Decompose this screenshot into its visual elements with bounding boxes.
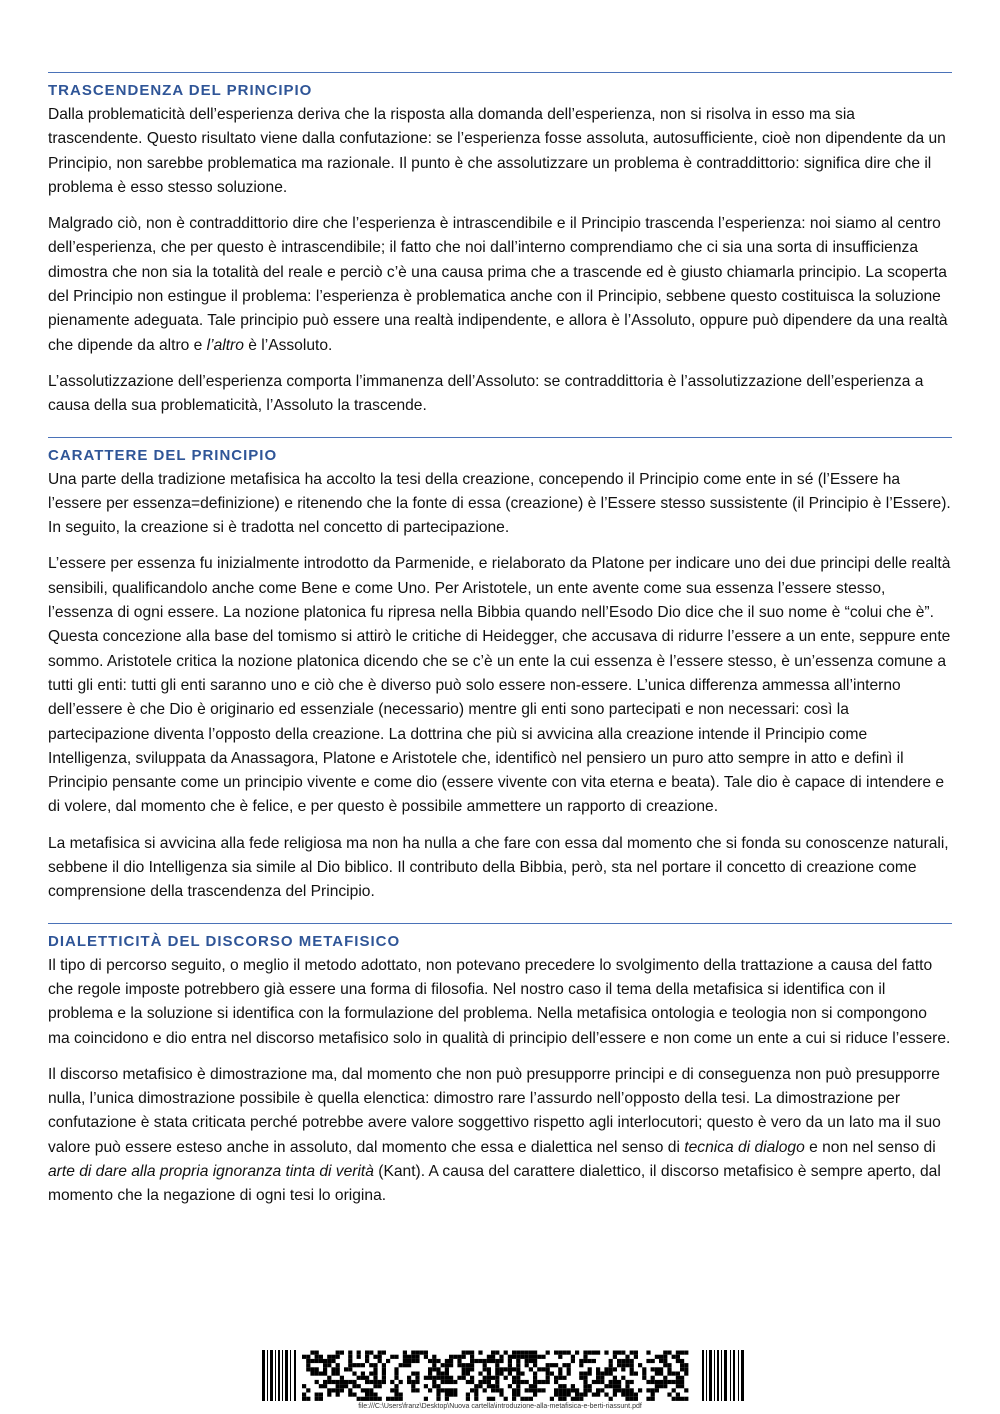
- paragraph-text: Dalla problematicità dell’esperienza deriva che la risposta alla domanda dell’esperienza, non si risolva in esso ma sia trascendente. Questo risultato viene dalla confutazione: se l’esperienza fosse assoluta, autosufficiente, cioè non dipendente da un Principio, non sarebbe problematica ma razionale. Il punto è che assolutizzare un problema è contraddittorio: significa dire che il problema è esso stesso soluzione.: [48, 106, 946, 196]
- section-dialetticita: [48, 923, 952, 1209]
- paragraph: [48, 468, 952, 541]
- italic-text: l’altro: [206, 336, 244, 354]
- paragraph: [48, 103, 952, 200]
- paragraph-text: è l’Assoluto.: [243, 336, 333, 354]
- paragraph-text: La metafisica si avvicina alla fede religiosa ma non ha nulla a che fare con essa dal momento che si fonda su conoscenze naturali, sebbene il dio Intelligenza sia simile al Dio biblico. Il contributo della Bibbia, però, sta nel portare il concetto di creazione come comprensione della trascendenza del Principio.: [48, 834, 949, 901]
- section-heading: DIALETTICITÀ DEL DISCORSO METAFISICO: [48, 932, 401, 950]
- file-path-label: file:///C:\Users\franz\Desktop\Nuova cartella\introduzione-alla-metafisica-e-berti-riassunt.pdf: [358, 1403, 642, 1410]
- paragraph-text: Il tipo di percorso seguito, o meglio il metodo adottato, non potevano precedere lo svolgimento della trattazione a causa del fatto che regole imposte potrebbero già essere una forma di filosofia. Nel nostro caso il tema della metafisica si identifica con il problema e la soluzione si identifica con la formulazione del problema. Nella metafisica ontologia e teologia non si compongono ma coincidono e dio entra nel discorso metafisico solo in qualità di principio dell’essere e non come un ente a cui si riduce l’essere.: [48, 956, 951, 1047]
- italic-text: arte di dare alla propria ignoranza tinta di verità: [48, 1162, 374, 1180]
- paragraph-text: (Kant). A causa del carattere dialettico, il discorso metafisico è sempre aperto, dal momento che la negazione di ogni tesi lo origina.: [48, 1162, 941, 1205]
- section-heading: TRASCENDENZA DEL PRINCIPIO: [48, 82, 313, 99]
- paragraph-text: Malgrado ciò, non è contraddittorio dire che l’esperienza è intrascendibile e il Principio trascenda l’esperienza: noi siamo al centro dell’esperienza, che per questo è intrascendibile; il fatto che noi dall’interno comprendiamo che ci sia una sorta di insufficienza dimostra che non sia la totalità del reale e perciò c’è una causa prima che a trascende ed è giusto chiamarla principio. La scoperta del Principio non estingue il problema: l’esperienza è problematica anche con il Principio, sebbene questo costituisca la soluzione pienamente adeguata. Tale principio può essere una realtà indipendente, e allora è l’Assoluto, oppure può dipendere da una realtà che dipende da altro e: [48, 215, 948, 354]
- section-trascendenza: [48, 72, 952, 419]
- paragraph: [48, 954, 952, 1051]
- barcode-image: [262, 1350, 744, 1401]
- page-footer: [0, 1350, 1000, 1414]
- paragraph-text: L’assolutizzazione dell’esperienza comporta l’immanenza dell’Assoluto: se contraddittoria è l’assolutizzazione dell’esperienza a causa della sua problematicità, l’Assoluto la trascende.: [48, 372, 924, 415]
- paragraph: [48, 212, 952, 358]
- document-body: [48, 72, 952, 1227]
- paragraph-text: L’essere per essenza fu inizialmente introdotto da Parmenide, e rielaborato da Platone per indicare uno dei due principi delle realtà sensibili, qualificandolo anche come Bene e come Uno. Per Aristotele, un ente avente come sua essenza l’essere stesso, l’essenza di ogni essere. La nozione platonica fu ripresa nella Bibbia quando nell’Esodo Dio dice che il suo nome è “colui che è”. Questa concezione alla base del tomismo si attirò le critiche di Heidegger, che accusava di ridurre l’essere a un ente, seppure ente sommo. Aristotele critica la nozione platonica dicendo che se c’è un ente la cui essenza è l’essere stesso, è un’essenza comune a tutti gli enti: tutti gli enti saranno uno e ciò che è diverso può solo essere non-essere. L’unica differenza ammessa all’interno dell’essere è che Dio è originario ed essenziale (necessario) mentre gli enti sono partecipati e non necessari: così la partecipazione diventa l’opposto della creazione. La dottrina che più si avvicina alla creazione intende il Principio come Intelligenza, sviluppata da Anassagora, Platone e Aristotele che, identificò nel pensiero un puro atto sempre in atto e definì il Principio pensante come un principio vivente e come dio (essere vivente con vita eterna e beata). Tale dio è capace di intendere e di volere, dal momento che è felice, e per questo è possibile ammettere un rapporto di creazione.: [48, 555, 951, 816]
- paragraph-text: e non nel senso di: [804, 1138, 936, 1156]
- paragraph: [48, 552, 952, 819]
- section-divider: [48, 437, 952, 438]
- section-divider: [48, 923, 952, 924]
- section-divider: [48, 72, 952, 73]
- paragraph-text: Una parte della tradizione metafisica ha accolto la tesi della creazione, concependo il Principio come ente in sé (l’Essere ha l’essere per essenza=definizione) e ritenendo che la fonte di essa (creazione) è l’Essere stesso sussistente (il Principio è l’Essere). In seguito, la creazione si è tradotta nel concetto di partecipazione.: [48, 470, 951, 537]
- section-carattere: [48, 437, 952, 905]
- paragraph: [48, 1063, 952, 1209]
- paragraph: [48, 370, 952, 419]
- paragraph-text: Il discorso metafisico è dimostrazione ma, dal momento che non può presupporre principi e di conseguenza non può presupporre nulla, l’unica dimostrazione possibile è quella elenctica: dimostro rare l’assurdo nell’opposto della tesi. La dimostrazione per confutazione è stata criticata perché potrebbe avere valore soggettivo rispetto agli interlocutori; questo è vero da un lato ma il suo valore può essere esteso anche in assoluto, dal momento che essa e dialettica nel senso di: [48, 1065, 941, 1156]
- section-heading: CARATTERE DEL PRINCIPIO: [48, 446, 278, 464]
- paragraph: [48, 832, 952, 905]
- italic-text: tecnica di dialogo: [684, 1138, 805, 1156]
